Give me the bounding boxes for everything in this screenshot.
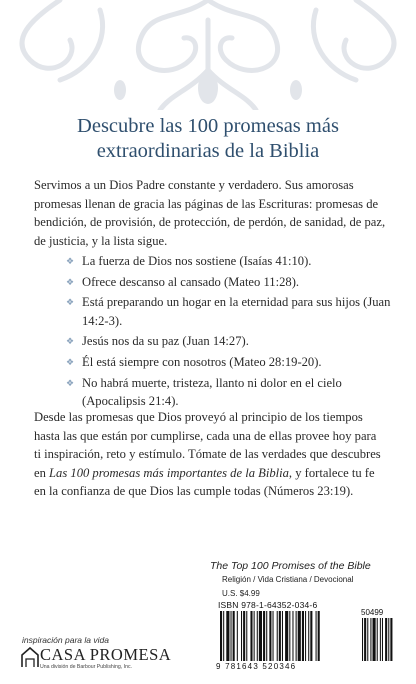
barcode-bar xyxy=(377,618,378,661)
closing-paragraph xyxy=(34,408,386,501)
barcode-bar xyxy=(220,611,222,661)
barcode-bar xyxy=(233,611,235,661)
barcode-bar xyxy=(226,611,229,661)
barcode xyxy=(216,600,400,676)
barcode-bars xyxy=(216,600,400,662)
barcode-bar xyxy=(388,618,389,661)
promise-text: No habrá muerte, tristeza, llanto ni dolor en el cielo (Apocalipsis 21:4). xyxy=(82,375,342,409)
barcode-bar xyxy=(250,611,252,661)
promise-text: Está preparando un hogar en la eternidad para sus hijos (Juan 14:2-3). xyxy=(82,295,391,328)
barcode-bar xyxy=(316,611,317,661)
barcode-bar xyxy=(362,618,363,661)
promise-list xyxy=(66,252,392,413)
barcode-bar xyxy=(373,618,376,661)
barcode-bar xyxy=(292,611,293,661)
barcode-bar xyxy=(318,611,320,661)
barcode-bar xyxy=(382,618,383,661)
barcode-bar xyxy=(308,611,309,661)
promise-text: La fuerza de Dios nos sostiene (Isaías 41:10). xyxy=(82,254,312,268)
intro-paragraph: Servimos a un Dios Padre constante y verdadero. Sus amorosas promesas llenan de gracia las páginas de las Escrituras: promesas de bendición, de provisión, de protección, de perdón, de sanidad, de paz, de justicia, y la lista sigue. xyxy=(34,178,386,248)
diamond-bullet-icon: ❖ xyxy=(66,356,75,367)
barcode-bar xyxy=(273,611,274,661)
list-item xyxy=(66,332,392,351)
barcode-bar xyxy=(231,611,232,661)
list-item xyxy=(66,252,392,271)
barcode-bar xyxy=(367,618,368,661)
damask-ornament xyxy=(0,0,416,110)
list-item xyxy=(66,293,392,330)
diamond-bullet-icon: ❖ xyxy=(66,256,75,266)
barcode-bar xyxy=(390,618,392,661)
barcode-bar xyxy=(254,611,255,661)
barcode-bar xyxy=(305,611,306,661)
barcode-bar xyxy=(279,611,281,661)
closing-text-end: , y fortalece tu fe en la confianza de que Dios las cumple todas (Números 23:19). xyxy=(34,465,375,499)
back-cover-headline: Descubre las 100 promesas más extraordinarias de la Biblia xyxy=(77,115,339,162)
barcode-bar xyxy=(263,611,265,661)
publisher-division: Una división de Barbour Publishing, Inc. xyxy=(40,664,132,670)
promise-text: Ofrece descanso al cansado (Mateo 11:28). xyxy=(82,274,300,289)
diamond-bullet-icon: ❖ xyxy=(66,276,75,287)
isbn-label: ISBN 978-1-64352-034-6 xyxy=(218,600,318,610)
price-label: U.S. $4.99 xyxy=(222,589,260,598)
barcode-bar xyxy=(364,618,366,661)
promise-text: Él está siempre con nosotros (Mateo 28:19-20). xyxy=(82,354,322,369)
diamond-bullet-icon: ❖ xyxy=(66,377,75,388)
barcode-bar xyxy=(246,611,247,661)
barcode-bar xyxy=(302,611,304,661)
barcode-bar xyxy=(289,611,290,661)
barcode-bar xyxy=(243,611,245,661)
barcode-digits: 9 781643 520346 xyxy=(216,662,297,671)
barcode-bar xyxy=(285,611,288,661)
list-item xyxy=(66,353,392,372)
barcode-bar xyxy=(237,611,238,661)
category-label: Religión / Vida Cristiana / Devocional xyxy=(222,575,354,584)
barcode-bar xyxy=(266,611,267,661)
barcode-bar xyxy=(310,611,312,661)
english-title: The Top 100 Promises of the Bible xyxy=(210,560,371,572)
promise-text: Jesús nos da su paz (Juan 14:27). xyxy=(82,334,249,349)
barcode-bar xyxy=(296,611,297,661)
barcode-bar xyxy=(223,611,224,661)
list-item xyxy=(66,273,392,292)
barcode-bar xyxy=(385,618,387,661)
barcode-bar xyxy=(282,611,283,661)
closing-text-start: Desde las promesas que Dios proveyó al principio de los tiempos hasta las que están por cumplirse, cada una de ellas provee hoy para ti inspiración, reto y estímulo. Tómate de las verdades que descubres en xyxy=(34,410,381,480)
barcode-bar xyxy=(370,618,371,661)
publisher-logo xyxy=(20,645,210,675)
price-code: 50499 xyxy=(361,608,384,617)
list-item xyxy=(66,374,392,411)
diamond-bullet-icon: ❖ xyxy=(66,336,75,347)
barcode-bar xyxy=(277,611,278,661)
diamond-bullet-icon: ❖ xyxy=(66,297,75,308)
barcode-bar xyxy=(269,611,271,661)
barcode-bar xyxy=(257,611,258,661)
barcode-bar xyxy=(259,611,262,661)
house-icon xyxy=(20,645,40,669)
barcode-bar xyxy=(380,618,381,661)
book-title: Las 100 promesas más importantes de la Biblia xyxy=(49,465,289,480)
publisher-tagline: inspiración para la vida xyxy=(22,635,109,645)
barcode-bar xyxy=(298,611,301,661)
publisher-name: CASA PROMESA xyxy=(40,645,172,664)
barcode-bar xyxy=(241,611,242,661)
